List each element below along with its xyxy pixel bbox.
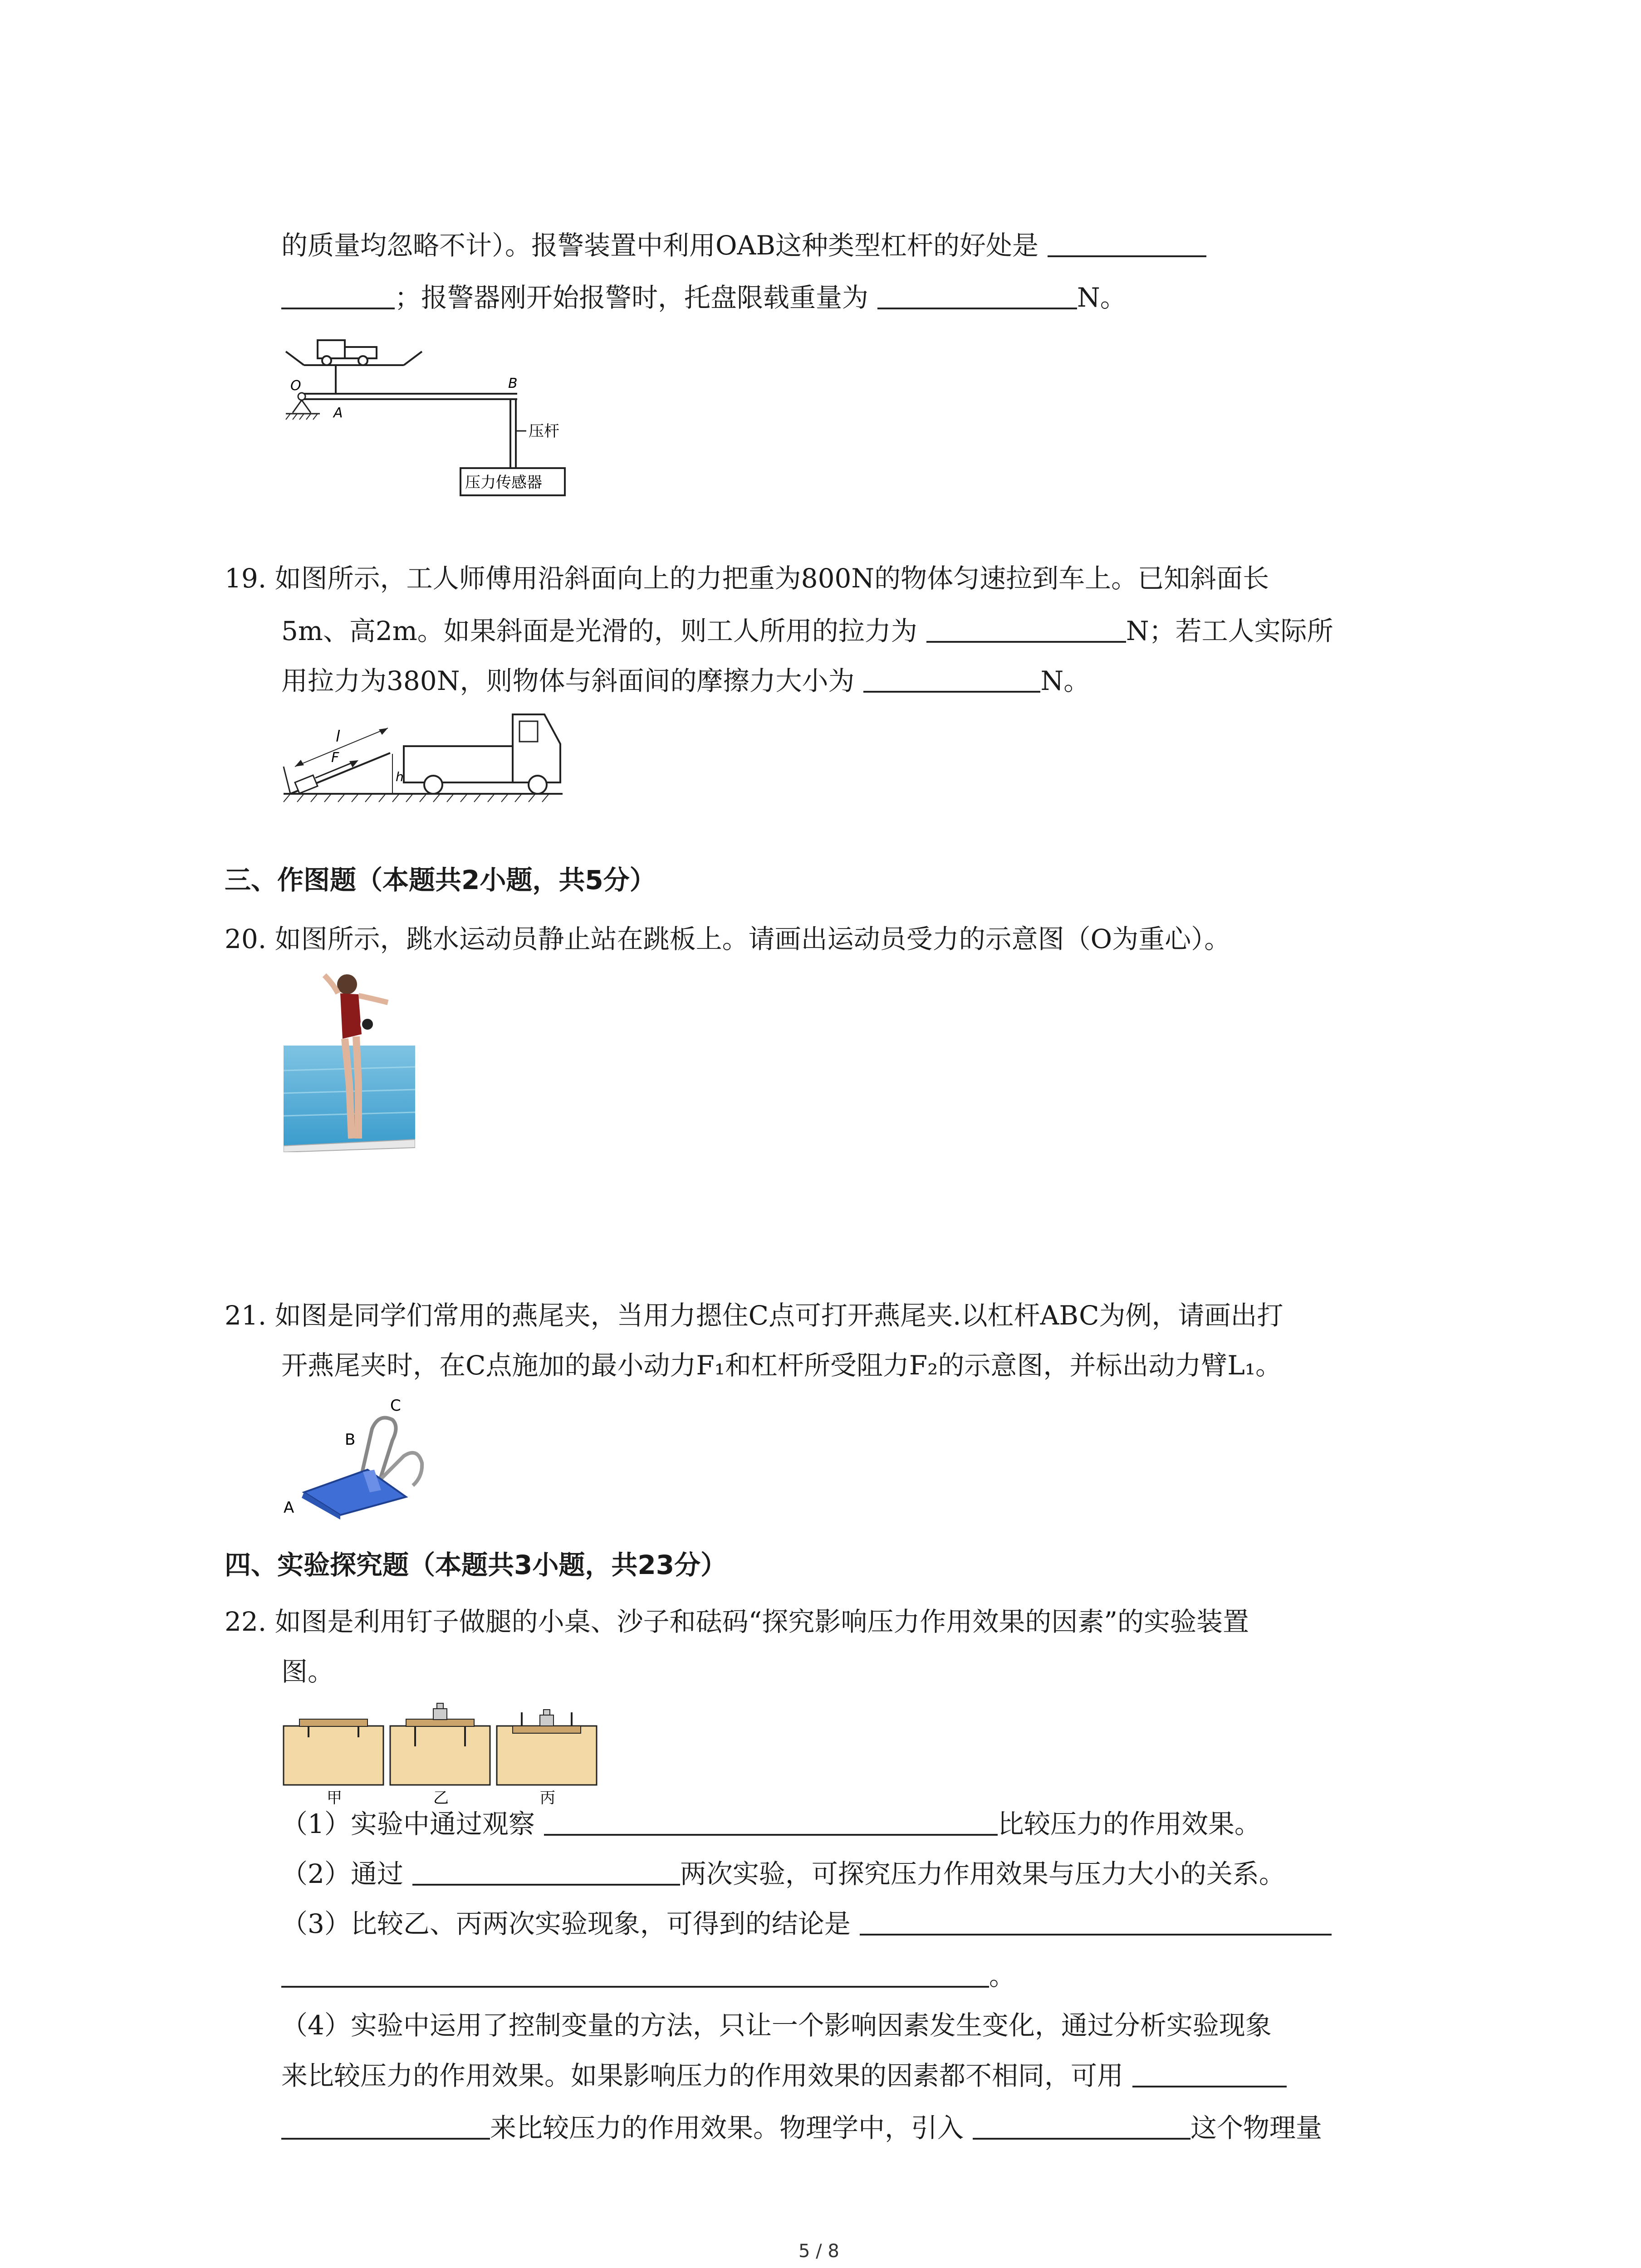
q19-line1: 19. 如图所示，工人师傅用沿斜面向上的力把重为800N的物体匀速拉到车上。已知斜面长	[225, 563, 1269, 594]
q22-blank-5[interactable]	[973, 2112, 1190, 2140]
q22-label-yi: 乙	[433, 1789, 449, 1807]
q21-line1: 21. 如图是同学们常用的燕尾夹，当用力摁住C点可打开燕尾夹.以杠杆ABC为例，请画出打	[225, 1300, 1283, 1331]
q18-line2: ；报警器刚开始报警时，托盘限载重量为 N。	[281, 281, 1127, 313]
q18-lever-figure	[281, 327, 572, 508]
q22-part3-cont: 。	[281, 1960, 1015, 1992]
q22-experiment-figure	[281, 1699, 599, 1808]
q22-label-jia: 甲	[327, 1789, 342, 1807]
q20-line1: 20. 如图所示，跳水运动员静止站在跳板上。请画出运动员受力的示意图（O为重心）。	[225, 924, 1231, 954]
q22-part3: （3）比较乙、丙两次实验现象，可得到的结论是	[281, 1907, 1332, 1940]
q18-blank-1[interactable]	[1048, 229, 1206, 257]
q22-blank-4-cont[interactable]	[281, 2112, 490, 2140]
q22-label-bing: 丙	[540, 1789, 555, 1807]
q20-diver-photo	[284, 966, 415, 1152]
q18-label-b: B	[508, 376, 518, 391]
q18-blank-1-cont[interactable]	[281, 281, 395, 309]
q21-binder-clip-figure	[281, 1388, 436, 1520]
section-3-title: 三、作图题（本题共2小题，共5分）	[225, 865, 656, 895]
q22-blank-1[interactable]	[544, 1808, 998, 1836]
q19-line3: 用拉力为380N，则物体与斜面间的摩擦力大小为 N。	[281, 665, 1090, 696]
q22-blank-2[interactable]	[412, 1857, 680, 1886]
q18-label-sensor: 压力传感器	[465, 474, 542, 492]
q22-blank-3[interactable]	[860, 1907, 1332, 1936]
q22-blank-4[interactable]	[1132, 2059, 1287, 2087]
q21-label-c: C	[390, 1397, 401, 1415]
q18-label-o: O	[290, 378, 301, 394]
q19-line2: 5m、高2m。如果斜面是光滑的，则工人所用的拉力为 N；若工人实际所	[281, 616, 1333, 646]
q19-blank-2[interactable]	[863, 665, 1040, 693]
q19-incline-figure	[281, 703, 572, 807]
q20-center-of-gravity	[361, 1018, 374, 1031]
section-4-title: 四、实验探究题（本题共3小题，共23分）	[225, 1549, 727, 1580]
q19-label-f: F	[331, 750, 339, 766]
q18-label-a: A	[333, 405, 343, 421]
q19-label-h: h	[396, 769, 404, 784]
q22-part4-line2: 来比较压力的作用效果。如果影响压力的作用效果的因素都不相同，可用	[281, 2059, 1287, 2092]
q19-label-l: l	[336, 728, 340, 746]
q21-line2: 开燕尾夹时，在C点施加的最小动力F₁和杠杆所受阻力F₂的示意图，并标出动力臂L₁。	[281, 1350, 1282, 1381]
q18-line1: 的质量均忽略不计）。报警装置中利用OAB这种类型杠杆的好处是	[281, 229, 1206, 261]
q18-label-rod: 压杆	[529, 422, 559, 440]
q21-label-b: B	[345, 1431, 356, 1449]
q18-blank-2[interactable]	[877, 281, 1077, 309]
q21-label-a: A	[284, 1499, 294, 1517]
q22-part2: （2）通过 两次实验，可探究压力作用效果与压力大小的关系。	[281, 1858, 1285, 1889]
q22-blank-3-cont[interactable]	[281, 1960, 989, 1988]
q22-line2: 图。	[281, 1656, 334, 1687]
q22-part4-line1: （4）实验中运用了控制变量的方法，只让一个影响因素发生变化，通过分析实验现象	[281, 2010, 1272, 2041]
q22-line1: 22. 如图是利用钉子做腿的小桌、沙子和砝码“探究影响压力作用效果的因素”的实验装置	[225, 1606, 1249, 1637]
q19-blank-1[interactable]	[926, 615, 1126, 643]
q22-part1: （1）实验中通过观察 比较压力的作用效果。	[281, 1809, 1261, 1839]
page-number: 5 / 8	[798, 2241, 839, 2262]
q22-part4-line3: 来比较压力的作用效果。物理学中，引入 这个物理量	[281, 2112, 1322, 2144]
